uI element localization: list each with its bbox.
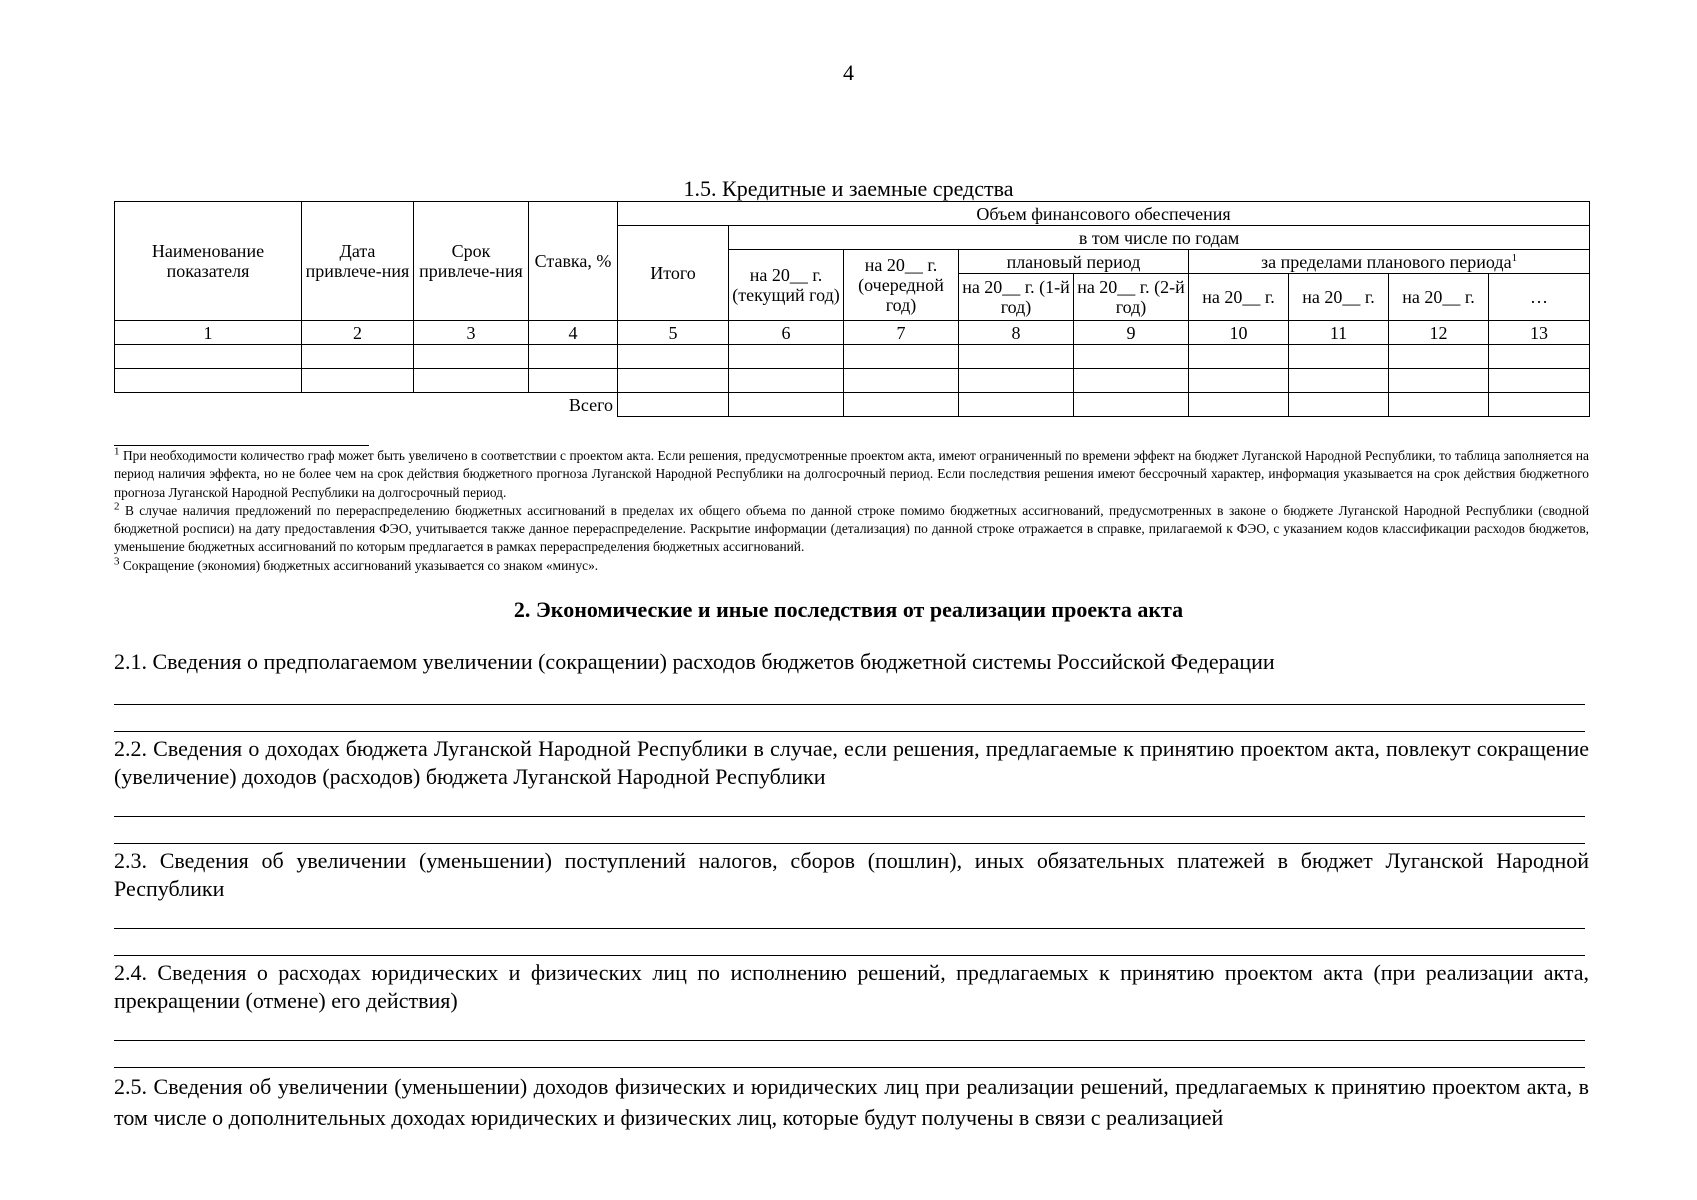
table-cell xyxy=(1189,345,1289,369)
col-number: 2 xyxy=(302,321,414,345)
footnote-separator xyxy=(114,445,369,446)
table-cell xyxy=(115,345,302,369)
table-row xyxy=(115,345,1590,369)
col-number: 13 xyxy=(1489,321,1590,345)
footnote-mark: 1 xyxy=(114,445,120,458)
fill-line xyxy=(114,928,1585,929)
footnote-text: При необходимости количество граф может быть увеличено в соответствии с проектом акта. Если решения, предусмотренные проектом акта, имеют ограниченный по времени эффект на бюджет Луганской Народной Республики, то таблица заполняется на период наличия эффекта, но не более чем на срок действия бюджетного прогноза Луганской Народной Республики на долгосрочный период. Если последствия решения имеют бессрочный характер, информация указывается на срок действия бюджетного прогноза Луганской Народной Республики на долгосрочный период. xyxy=(114,448,1589,500)
col-number: 7 xyxy=(844,321,959,345)
table-cell xyxy=(618,369,729,393)
table-cell xyxy=(1389,393,1489,417)
subsection-2-2: 2.2. Сведения о доходах бюджета Луганской Народной Республики в случае, если решения, предлагаемые к принятию проектом акта, повлекут сокращение (увеличение) доходов (расходов) бюджета Луганской Народной Республики xyxy=(114,736,1589,789)
table-cell xyxy=(529,369,618,393)
header-volume: Объем финансового обеспечения xyxy=(618,202,1590,226)
header-beyond-year-2: на 20__ г. xyxy=(1289,274,1389,321)
table-cell xyxy=(1289,393,1389,417)
table-cell xyxy=(1489,345,1590,369)
col-number: 1 xyxy=(115,321,302,345)
table-cell xyxy=(1074,393,1189,417)
header-beyond-year-3: на 20__ г. xyxy=(1389,274,1489,321)
table-cell xyxy=(1074,369,1189,393)
col-number: 8 xyxy=(959,321,1074,345)
col-number: 4 xyxy=(529,321,618,345)
header-beyond-period xyxy=(1189,250,1590,274)
header-year-next: на 20__ г. (очередной год) xyxy=(844,250,959,321)
header-years: в том числе по годам xyxy=(729,226,1590,250)
footnote-1 xyxy=(114,447,1589,502)
col-number: 9 xyxy=(1074,321,1189,345)
header-total: Итого xyxy=(618,226,729,321)
fill-line xyxy=(114,1040,1585,1041)
table-cell xyxy=(414,345,529,369)
table-cell xyxy=(302,345,414,369)
footnote-mark: 3 xyxy=(114,555,120,568)
table-cell xyxy=(115,369,302,393)
table-cell xyxy=(1489,393,1590,417)
footnote-3 xyxy=(114,557,1589,575)
table-cell xyxy=(1389,369,1489,393)
header-term: Срок привлече-ния xyxy=(414,202,529,321)
footnotes xyxy=(114,447,1589,575)
table-cell xyxy=(1289,369,1389,393)
col-number: 10 xyxy=(1189,321,1289,345)
table-title: 1.5. Кредитные и заемные средства xyxy=(683,176,1014,201)
header-plan-year-1: на 20__ г. (1-й год) xyxy=(959,274,1074,321)
header-year-current: на 20__ г. (текущий год) xyxy=(729,250,844,321)
total-spacer xyxy=(115,393,529,417)
table-cell xyxy=(729,369,844,393)
col-number: 5 xyxy=(618,321,729,345)
header-beyond-year-1: на 20__ г. xyxy=(1189,274,1289,321)
fill-line xyxy=(114,843,1585,844)
footnote-mark: 2 xyxy=(114,500,120,513)
table-cell xyxy=(959,369,1074,393)
table-cell xyxy=(302,369,414,393)
section-title: 2. Экономические и иные последствия от реализации проекта акта xyxy=(513,597,1184,622)
table-cell xyxy=(729,393,844,417)
table-cell xyxy=(729,345,844,369)
table-cell xyxy=(1389,345,1489,369)
subsection-2-4: 2.4. Сведения о расходах юридических и физических лиц по исполнению решений, предлагаемых к принятию проектом акта (при реализации акта, прекращении (отмене) его действия) xyxy=(114,960,1589,1013)
credit-table xyxy=(114,201,1590,417)
page-number: 4 xyxy=(843,60,854,85)
header-name: Наименование показателя xyxy=(115,202,302,321)
subsection-2-5: 2.5. Сведения об увеличении (уменьшении) доходов физических и юридических лиц при реализации решений, предлагаемых к принятию проектом акта, в том числе о дополнительных доходах юридических и физических лиц, которые будут получены в связи с реализацией xyxy=(114,1074,1589,1130)
footnote-ref: 1 xyxy=(1511,251,1518,264)
fill-line xyxy=(114,955,1585,956)
col-number: 3 xyxy=(414,321,529,345)
header-date: Дата привлече-ния xyxy=(302,202,414,321)
fill-line xyxy=(114,731,1585,732)
fill-line xyxy=(114,816,1585,817)
table-cell xyxy=(844,369,959,393)
table-cell xyxy=(1074,345,1189,369)
table-cell xyxy=(1289,345,1389,369)
table-cell xyxy=(1189,369,1289,393)
total-label: Всего xyxy=(529,393,618,417)
table-cell xyxy=(618,393,729,417)
table-cell xyxy=(844,393,959,417)
subsection-2-1: 2.1. Сведения о предполагаемом увеличении (сокращении) расходов бюджетов бюджетной системы Российской Федерации xyxy=(114,649,1275,674)
fill-line xyxy=(114,1067,1585,1068)
footnote-text: В случае наличия предложений по перераспределению бюджетных ассигнований в пределах их общего объема по данной строке помимо бюджетных ассигнований, предусмотренных в законе о бюджете Луганской Народной Республики (сводной бюджетной росписи) на дату предоставления ФЭО, учитывается также данное перераспределение. Раскрытие информации (детализация) по данной строке отражается в справке, прилагаемой к ФЭО, с указанием кодов классификации расходов бюджетов, уменьшение бюджетных ассигнований по которым предлагается в рамках перераспределения бюджетных ассигнований. xyxy=(114,502,1589,555)
col-number: 6 xyxy=(729,321,844,345)
header-beyond-text: за пределами планового периода xyxy=(1261,251,1512,272)
header-plan-period: плановый период xyxy=(959,250,1189,274)
column-number-row xyxy=(115,321,1590,345)
fill-line xyxy=(114,704,1585,705)
table-cell xyxy=(844,345,959,369)
col-number: 11 xyxy=(1289,321,1389,345)
footnote-2 xyxy=(114,502,1589,557)
col-number: 12 xyxy=(1389,321,1489,345)
table-cell xyxy=(618,345,729,369)
header-rate: Ставка, % xyxy=(529,202,618,321)
header-beyond-more: … xyxy=(1489,274,1590,321)
table-cell xyxy=(959,345,1074,369)
table-cell xyxy=(414,369,529,393)
subsection-2-3: 2.3. Сведения об увеличении (уменьшении) поступлений налогов, сборов (пошлин), иных обязательных платежей в бюджет Луганской Народной Республики xyxy=(114,848,1589,901)
table-cell xyxy=(959,393,1074,417)
table-cell xyxy=(1489,369,1590,393)
table-row xyxy=(115,369,1590,393)
table-cell xyxy=(1189,393,1289,417)
header-plan-year-2: на 20__ г. (2-й год) xyxy=(1074,274,1189,321)
footnote-text: Сокращение (экономия) бюджетных ассигнований указывается со знаком «минус». xyxy=(119,557,599,573)
table-cell xyxy=(529,345,618,369)
total-row xyxy=(115,393,1590,417)
